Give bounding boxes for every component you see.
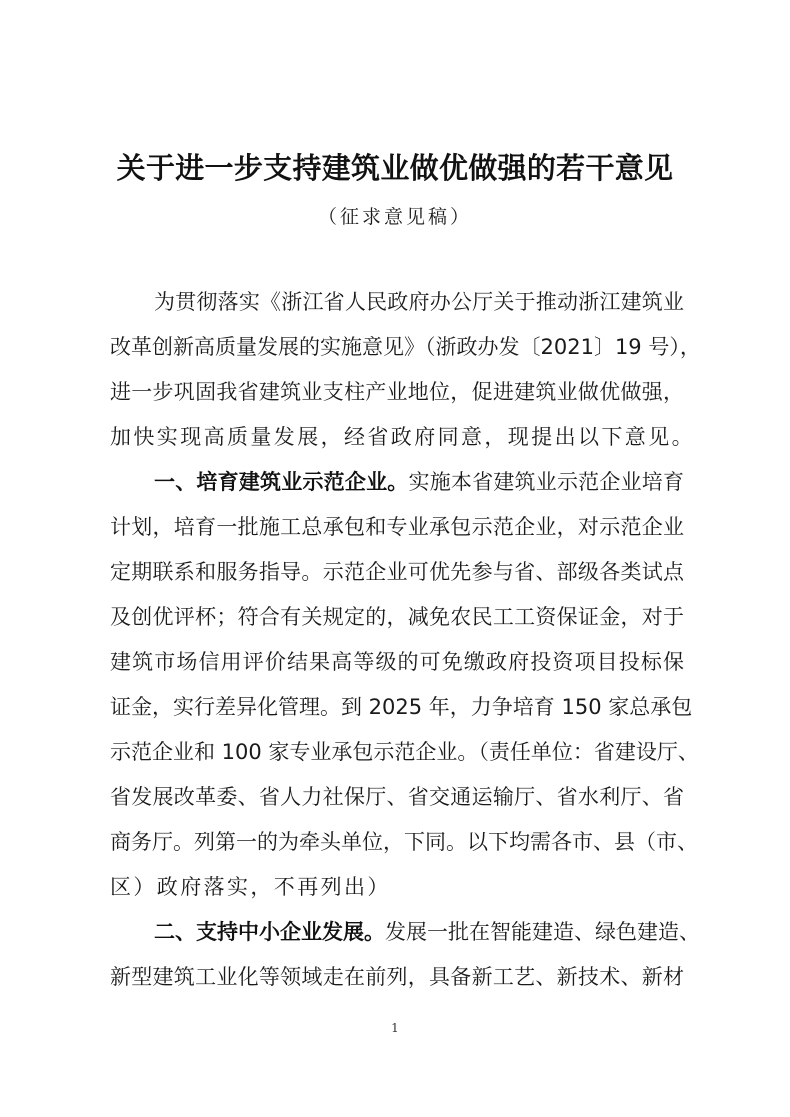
section-heading: 二、支持中小企业发展。 xyxy=(154,920,385,944)
text-line: 及创优评杯；符合有关规定的，减免农民工工资保证金，对于 xyxy=(110,605,684,629)
text-line: 改革创新高质量发展的实施意见》（浙政办发〔2021〕19 号）， xyxy=(110,335,701,359)
section-heading-rest: 实施本省建筑业示范企业培育 xyxy=(408,470,684,494)
text-line: 定期联系和服务指导。示范企业可优先参与省、部级各类试点 xyxy=(110,560,684,584)
section-heading: 一、培育建筑业示范企业。 xyxy=(154,470,409,494)
document-subtitle: （征求意见稿） xyxy=(317,206,472,228)
text-line: 区）政府落实，不再列出） xyxy=(110,875,391,899)
document-title: 关于进一步支持建筑业做优做强的若干意见 xyxy=(116,151,674,185)
text-line: 证金，实行差异化管理。到 2025 年，力争培育 150 家总承包 xyxy=(110,695,693,719)
text-line: 新型建筑工业化等领域走在前列，具备新工艺、新技术、新材 xyxy=(110,965,684,989)
text-line: 省发展改革委、省人力社保厅、省交通运输厅、省水利厅、省 xyxy=(110,785,684,809)
text-line: 计划，培育一批施工总承包和专业承包示范企业，对示范企业 xyxy=(110,515,684,539)
page-number: 1 xyxy=(391,1021,399,1035)
document-body xyxy=(110,284,701,1004)
text-line: 进一步巩固我省建筑业支柱产业地位，促进建筑业做优做强， xyxy=(110,380,684,404)
text-line: 示范企业和 100 家专业承包示范企业。（责任单位：省建设厅、 xyxy=(110,740,699,764)
paragraph-preamble xyxy=(110,284,701,464)
text-line: 商务厅。列第一的为牵头单位，下同。以下均需各市、县（市、 xyxy=(110,830,698,854)
text-line: 建筑市场信用评价结果高等级的可免缴政府投资项目投标保 xyxy=(110,650,684,674)
paragraph-section-1 xyxy=(110,464,699,914)
text-line xyxy=(110,914,700,959)
text-line xyxy=(110,464,684,509)
text-line: 为贯彻落实《浙江省人民政府办公厅关于推动浙江建筑业 xyxy=(154,290,684,314)
text-line: 加快实现高质量发展，经省政府同意，现提出以下意见。 xyxy=(110,425,695,449)
section-heading-rest: 发展一批在智能建造、绿色建造、 xyxy=(385,920,700,944)
paragraph-section-2 xyxy=(110,914,700,1004)
